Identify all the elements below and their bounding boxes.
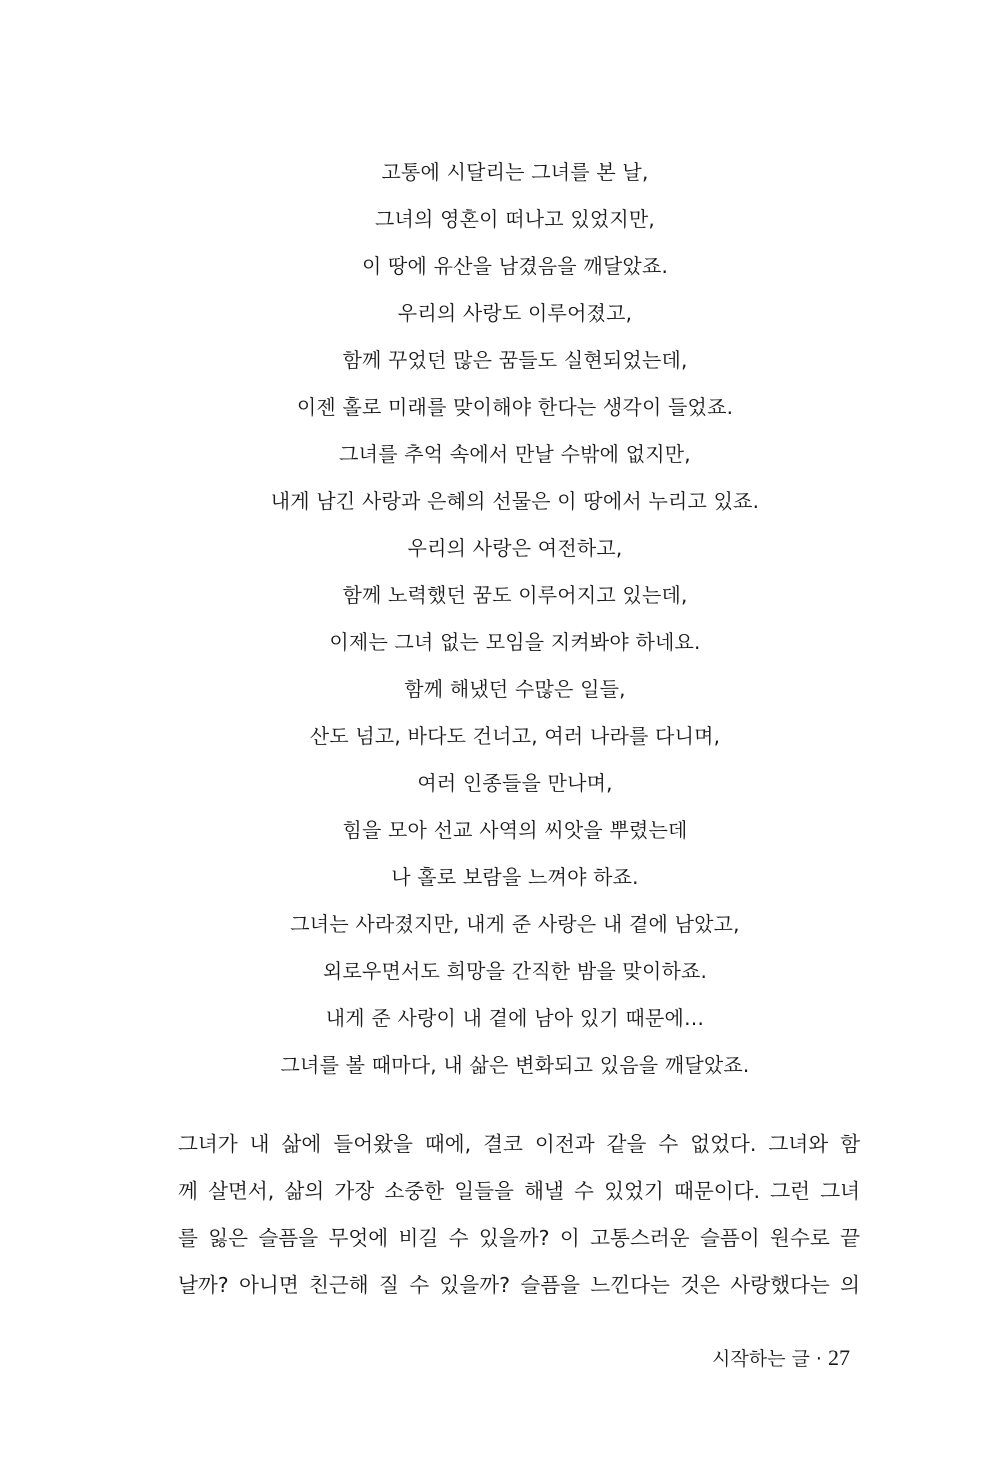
poem-line: 내게 남긴 사랑과 은혜의 선물은 이 땅에서 누리고 있죠. [270,489,760,513]
poem-line: 이 땅에 유산을 남겼음을 깨달았죠. [361,254,669,278]
poem-line: 함께 해냈던 수많은 일들, [404,677,626,701]
page-number: 27 [828,1345,850,1370]
poem-line: 그녀를 추억 속에서 만날 수밖에 없지만, [339,442,691,466]
running-section-title: 시작하는 글 [712,1348,810,1370]
poem-line: 함께 꾸었던 많은 꿈들도 실현되었는데, [342,348,688,372]
poem-line: 여러 인종들을 만나며, [417,771,613,795]
paragraph-line: 그녀가 내 삶에 들어왔을 때에, 결코 이전과 같을 수 없었다. 그녀와 함 [178,1132,860,1156]
poem-line: 그녀를 볼 때마다, 내 삶은 변화되고 있음을 깨달았죠. [280,1053,750,1077]
poem-line: 이제는 그녀 없는 모임을 지켜봐야 하네요. [329,630,701,654]
poem [100,149,930,1089]
poem-line: 고통에 시달리는 그녀를 본 날, [381,160,649,184]
poem-line: 그녀는 사라졌지만, 내게 준 사랑은 내 곁에 남았고, [290,912,740,936]
poem-line: 우리의 사랑은 여전하고, [407,536,623,560]
page-footer [712,1346,850,1371]
poem-line: 힘을 모아 선교 사역의 씨앗을 뿌렸는데 [342,818,688,842]
paragraph-line: 날까? 아니면 친근해 질 수 있을까? 슬픔을 느낀다는 것은 사랑했다는 의 [178,1273,860,1297]
paragraph-line: 께 살면서, 삶의 가장 소중한 일들을 해낼 수 있었기 때문이다. 그런 그녀 [178,1179,860,1203]
body-paragraph [178,1121,860,1309]
poem-line: 우리의 사랑도 이루어졌고, [397,301,633,325]
poem-line: 그녀의 영혼이 떠나고 있었지만, [375,207,655,231]
poem-line: 나 홀로 보람을 느껴야 하죠. [391,865,639,889]
poem-line: 외로우면서도 희망을 간직한 밤을 맞이하죠. [322,959,708,983]
poem-line: 함께 노력했던 꿈도 이루어지고 있는데, [342,583,688,607]
footer-separator: · [815,1348,822,1370]
poem-line: 이젠 홀로 미래를 맞이해야 한다는 생각이 들었죠. [296,395,734,419]
poem-line: 내게 준 사랑이 내 곁에 남아 있기 때문에… [325,1006,705,1030]
paragraph-line: 를 잃은 슬픔을 무엇에 비길 수 있을까? 이 고통스러운 슬픔이 원수로 끝 [178,1226,860,1250]
poem-line: 산도 넘고, 바다도 건너고, 여러 나라를 다니며, [309,724,721,748]
